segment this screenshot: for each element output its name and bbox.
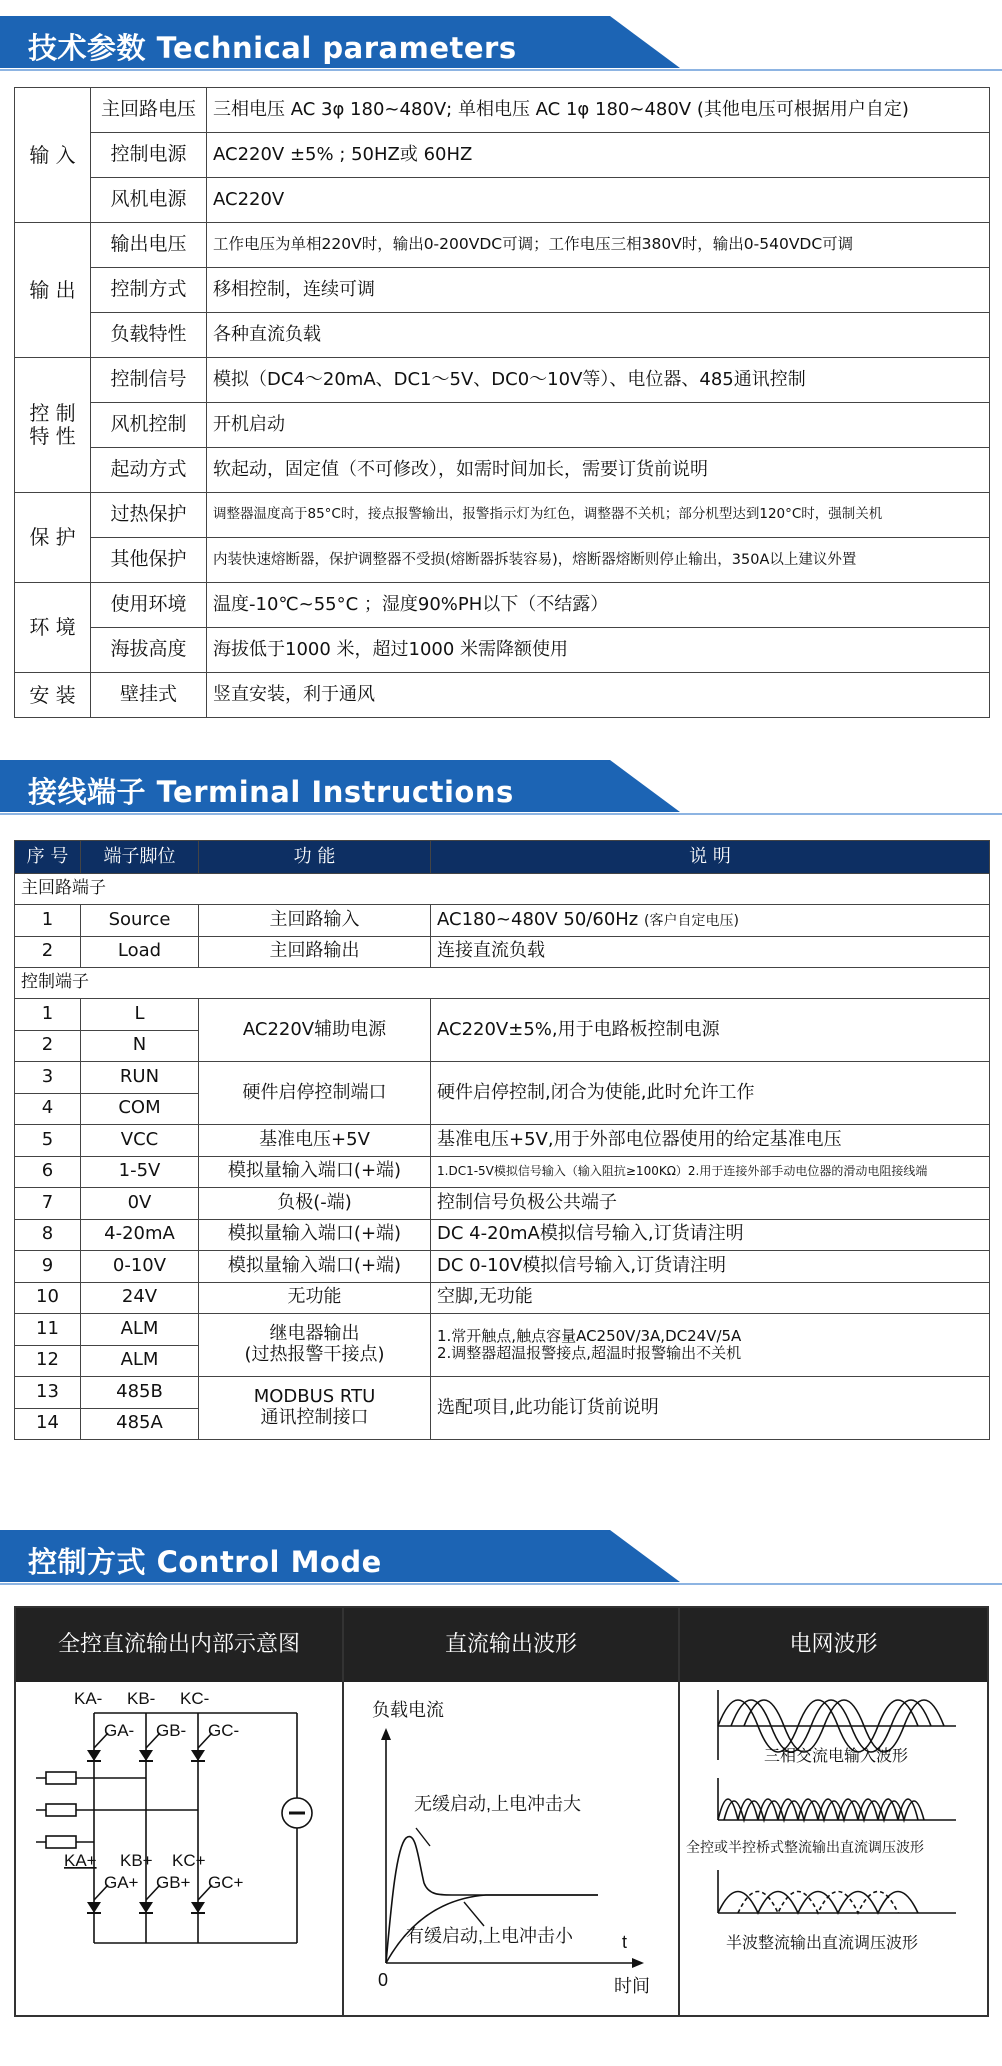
table-row (15, 1188, 990, 1220)
group-label: 主回路端子 (15, 874, 990, 905)
table-row (15, 493, 990, 538)
section-title: 控制方式 Control Mode (28, 1545, 382, 1579)
terminal-number: 6 (15, 1156, 81, 1188)
param-value: AC220V (207, 178, 990, 223)
terminal-description: 1.DC1-5V模拟信号输入（输入阻抗≥100KΩ）2.用于连接外部手动电位器的滑动电阻接线端 (431, 1156, 990, 1188)
terminal-function: 主回路输入 (199, 905, 431, 937)
terminal-pin: COM (81, 1093, 199, 1125)
terminal-number: 8 (15, 1219, 81, 1251)
terminal-number: 10 (15, 1282, 81, 1314)
terminal-pin: ALM (81, 1345, 199, 1377)
terminal-number: 5 (15, 1125, 81, 1157)
panel-header-cell: 电网波形 (789, 1632, 878, 1657)
terminal-function (199, 1377, 431, 1440)
param-name: 主回路电压 (91, 88, 207, 133)
no-soft-start-label: 无缓启动,上电冲击大 (414, 1794, 582, 1814)
grid-caption: 全控或半控桥式整流输出直流调压波形 (686, 1839, 924, 1855)
group-label: 保 护 (15, 493, 91, 583)
terminal-function: 主回路输出 (199, 936, 431, 968)
label-gb-plus: GB+ (156, 1873, 191, 1892)
param-value: 软起动，固定值（不可修改），如需时间加长，需要订货前说明 (207, 448, 990, 493)
column-header: 序 号 (15, 841, 81, 874)
param-name: 过热保护 (91, 493, 207, 538)
param-value: AC220V ±5% ; 50HZ或 60HZ (207, 133, 990, 178)
table-row (15, 628, 990, 673)
terminal-function: 负极(-端) (199, 1188, 431, 1220)
group-label: 环 境 (15, 583, 91, 673)
terminal-description: 控制信号负极公共端子 (431, 1188, 990, 1220)
column-header: 说 明 (431, 841, 990, 874)
panel-header-cell: 全控直流输出内部示意图 (57, 1632, 300, 1657)
table-row (15, 448, 990, 493)
table-row (15, 1377, 990, 1409)
terminal-pin: Load (81, 936, 199, 968)
param-value: 调整器温度高于85°C时，接点报警输出，报警指示灯为红色，调整器不关机；部分机型达到120°C时，强制关机 (207, 493, 990, 538)
waveform-xlabel: 时间 (614, 1976, 650, 1996)
param-value: 三相电压 AC 3φ 180~480V; 单相电压 AC 1φ 180~480V (其他电压可根据用户自定) (207, 88, 990, 133)
label-ka-minus: KA- (74, 1689, 103, 1708)
group-label (15, 358, 91, 493)
grid-caption: 半波整流输出直流调压波形 (726, 1935, 919, 1952)
control-mode-panel (14, 1606, 989, 2017)
label-gb-minus: GB- (156, 1721, 187, 1740)
section-header-control-mode (0, 1530, 1002, 1586)
group-label-line2: 特 性 (29, 424, 76, 448)
control-mode-drawings (16, 1608, 987, 2015)
description-line1: 1.常开触点,触点容量AC250V/3A,DC24V/5A (437, 1326, 742, 1345)
group-label: 输 入 (15, 88, 91, 223)
t-label: t (622, 1932, 628, 1952)
terminal-number: 13 (15, 1377, 81, 1409)
group-label: 控制端子 (15, 968, 990, 999)
dc-output-waveform (372, 1700, 650, 1996)
section-title: 技术参数 Technical parameters (28, 31, 517, 65)
terminal-number: 7 (15, 1188, 81, 1220)
panel-header-cell: 直流输出波形 (444, 1632, 577, 1657)
param-name: 输出电压 (91, 223, 207, 268)
table-row (15, 223, 990, 268)
table-row (15, 1062, 990, 1094)
y-axis-arrow (381, 1728, 391, 1740)
terminal-pin: 485B (81, 1377, 199, 1409)
table-row (15, 673, 990, 718)
param-value: 竖直安装，利于通风 (207, 673, 990, 718)
terminal-description: DC 4-20mA模拟信号输入,订货请注明 (431, 1219, 990, 1251)
param-name: 控制方式 (91, 268, 207, 313)
table-header-row (15, 841, 990, 874)
table-row (15, 1219, 990, 1251)
function-line1: 继电器输出 (269, 1323, 360, 1345)
param-value: 工作电压为单相220V时，输出0-200VDC可调；工作电压三相380V时，输出0-540VDC可调 (207, 223, 990, 268)
table-row (15, 133, 990, 178)
table-row (15, 1282, 990, 1314)
terminal-description: 连接直流负载 (431, 936, 990, 968)
param-value: 温度-10℃~55°C ；湿度90%PH以下（不结露） (207, 583, 990, 628)
bridge-circuit-diagram (36, 1713, 312, 1943)
technical-parameters-table (14, 87, 990, 718)
terminal-number: 12 (15, 1345, 81, 1377)
terminal-number: 3 (15, 1062, 81, 1094)
terminal-pin: 485A (81, 1408, 199, 1440)
description-line2: 2.调整器超温报警接点,超温时报警输出不关机 (437, 1344, 742, 1362)
annotation-pointer (416, 1828, 430, 1846)
terminal-description: 基准电压+5V,用于外部电位器使用的给定基准电压 (431, 1125, 990, 1157)
terminal-description: DC 0-10V模拟信号输入,订货请注明 (431, 1251, 990, 1283)
grid-caption: 三相交流电输入波形 (764, 1748, 909, 1765)
terminal-function: 模拟量输入端口(+端) (199, 1219, 431, 1251)
label-kc-minus: KC- (180, 1689, 210, 1708)
param-name: 壁挂式 (91, 673, 207, 718)
terminal-function: 模拟量输入端口(+端) (199, 1156, 431, 1188)
terminal-description: 选配项目,此功能订货前说明 (431, 1377, 990, 1440)
terminal-function: 模拟量输入端口(+端) (199, 1251, 431, 1283)
param-value: 移相控制，连续可调 (207, 268, 990, 313)
terminal-pin: N (81, 1030, 199, 1062)
param-value: 各种直流负载 (207, 313, 990, 358)
terminal-pin: Source (81, 905, 199, 937)
table-row (15, 403, 990, 448)
label-ka-plus: KA+ (64, 1851, 97, 1870)
param-value: 模拟（DC4～20mA、DC1～5V、DC0～10V等）、电位器、485通讯控制 (207, 358, 990, 403)
description-note: (客户自定电压) (644, 912, 739, 929)
soft-start-label: 有缓启动,上电冲击小 (406, 1926, 574, 1946)
function-line2: 通讯控制接口 (260, 1407, 369, 1428)
table-row (15, 88, 990, 133)
terminal-number: 2 (15, 936, 81, 968)
param-name: 控制电源 (91, 133, 207, 178)
annotation-pointer (464, 1902, 484, 1926)
terminal-number: 9 (15, 1251, 81, 1283)
terminal-function (199, 1314, 431, 1377)
param-name: 风机控制 (91, 403, 207, 448)
section-header-terminal (0, 760, 1002, 816)
column-header: 端子脚位 (81, 841, 199, 874)
label-gc-plus: GC+ (208, 1873, 244, 1892)
table-row (15, 999, 990, 1031)
group-row (15, 968, 990, 999)
terminal-number: 4 (15, 1093, 81, 1125)
waveform-ylabel: 负载电流 (372, 1700, 444, 1720)
group-row (15, 874, 990, 905)
terminal-pin: 24V (81, 1282, 199, 1314)
terminal-number: 1 (15, 905, 81, 937)
function-line2: (过热报警干接点) (244, 1344, 385, 1365)
terminal-number: 14 (15, 1408, 81, 1440)
terminal-pin: 4-20mA (81, 1219, 199, 1251)
table-row (15, 1156, 990, 1188)
param-name: 风机电源 (91, 178, 207, 223)
section-header-technical (0, 16, 1002, 72)
table-row (15, 358, 990, 403)
table-row (15, 1251, 990, 1283)
terminal-pin: VCC (81, 1125, 199, 1157)
terminal-description: 空脚,无功能 (431, 1282, 990, 1314)
table-row (15, 538, 990, 583)
table-row (15, 583, 990, 628)
terminal-description: 硬件启停控制,闭合为使能,此时允许工作 (431, 1062, 990, 1125)
param-value: 开机启动 (207, 403, 990, 448)
terminal-number: 1 (15, 999, 81, 1031)
param-name: 负载特性 (91, 313, 207, 358)
terminal-function: 无功能 (199, 1282, 431, 1314)
param-name: 海拔高度 (91, 628, 207, 673)
table-row (15, 936, 990, 968)
terminal-description (431, 905, 990, 937)
terminal-table (14, 840, 990, 1440)
function-line1: MODBUS RTU (253, 1386, 376, 1408)
label-ga-minus: GA- (104, 1721, 135, 1740)
section-title: 接线端子 Terminal Instructions (28, 775, 514, 809)
terminal-pin: 1-5V (81, 1156, 199, 1188)
param-name: 其他保护 (91, 538, 207, 583)
terminal-pin: 0-10V (81, 1251, 199, 1283)
terminal-pin: L (81, 999, 199, 1031)
label-gc-minus: GC- (208, 1721, 240, 1740)
terminal-number: 11 (15, 1314, 81, 1346)
label-kb-minus: KB- (127, 1689, 156, 1708)
terminal-function: AC220V辅助电源 (199, 999, 431, 1062)
table-row (15, 268, 990, 313)
table-row (15, 1314, 990, 1346)
param-value: 海拔低于1000 米，超过1000 米需降额使用 (207, 628, 990, 673)
group-label: 输 出 (15, 223, 91, 358)
table-row (15, 313, 990, 358)
group-label-line1: 控 制 (29, 401, 76, 425)
label-kb-plus: KB+ (120, 1851, 153, 1870)
description-text: AC180~480V 50/60Hz (437, 908, 639, 930)
terminal-function: 硬件启停控制端口 (199, 1062, 431, 1125)
terminal-pin: 0V (81, 1188, 199, 1220)
origin-label: 0 (378, 1970, 389, 1990)
table-row (15, 905, 990, 937)
column-header: 功 能 (199, 841, 431, 874)
terminal-description: AC220V±5%,用于电路板控制电源 (431, 999, 990, 1062)
terminal-number: 2 (15, 1030, 81, 1062)
grid-waveforms (718, 1690, 956, 1913)
param-name: 使用环境 (91, 583, 207, 628)
table-row (15, 178, 990, 223)
group-label: 安 装 (15, 673, 91, 718)
circuit-labels (64, 1689, 244, 1892)
terminal-description (431, 1314, 990, 1377)
table-row (15, 1125, 990, 1157)
terminal-function: 基准电压+5V (199, 1125, 431, 1157)
param-value: 内装快速熔断器，保护调整器不受损(熔断器拆装容易)，熔断器熔断则停止输出，350A以上建议外置 (207, 538, 990, 583)
label-kc-plus: KC+ (172, 1851, 206, 1870)
label-ga-plus: GA+ (104, 1873, 139, 1892)
terminal-pin: RUN (81, 1062, 199, 1094)
x-axis-arrow (632, 1958, 644, 1968)
param-name: 控制信号 (91, 358, 207, 403)
terminal-pin: ALM (81, 1314, 199, 1346)
param-name: 起动方式 (91, 448, 207, 493)
